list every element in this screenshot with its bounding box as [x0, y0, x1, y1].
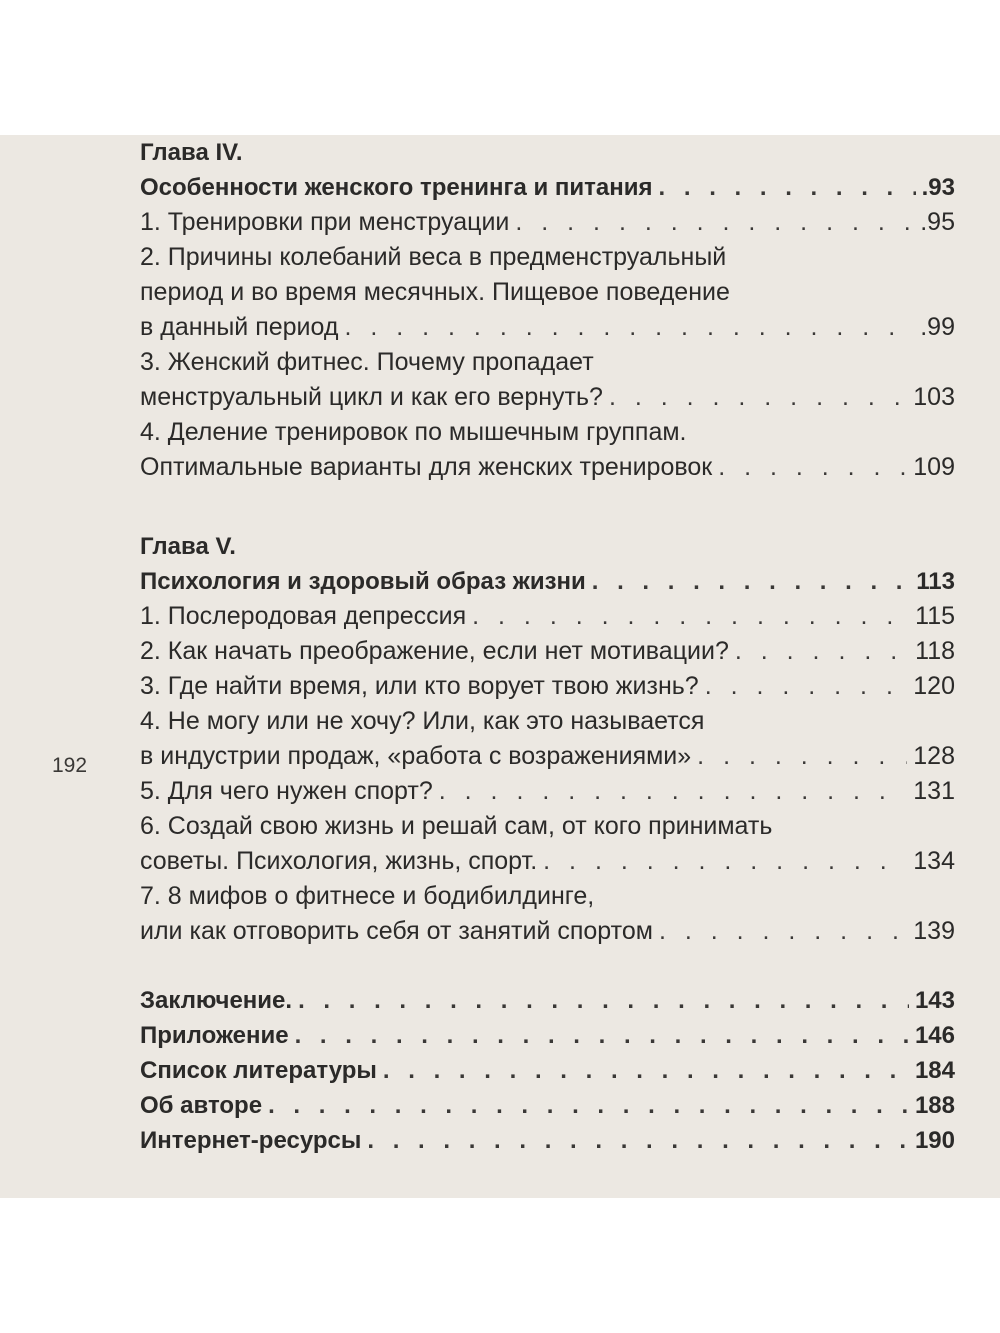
leader-dots	[298, 983, 909, 1018]
toc-entry	[140, 599, 955, 634]
toc-entry-page: 109	[913, 453, 955, 481]
back-matter-page: 143	[914, 987, 955, 1014]
toc-entry-page: 103	[913, 383, 955, 411]
toc-entry-text: период и во время месячных. Пищевое поведение	[140, 278, 730, 306]
chapter-5	[140, 529, 955, 949]
back-matter-title: Список литературы	[140, 1057, 377, 1084]
chapter-5-title-entry	[140, 564, 955, 599]
toc-entry-page: .99	[920, 313, 955, 341]
toc-entry-text: 4. Деление тренировок по мышечным группам.	[140, 418, 687, 446]
leader-dots	[383, 1053, 909, 1088]
toc-entry-text: 3. Где найти время, или кто ворует твою жизнь?	[140, 672, 699, 700]
chapter-4-label: Глава IV.	[140, 139, 243, 166]
toc-entry-text: менструальный цикл и как его вернуть?	[140, 383, 603, 411]
leader-dots	[609, 380, 907, 415]
toc-entry	[140, 809, 955, 879]
leader-dots	[367, 1123, 909, 1158]
back-matter-page: 188	[914, 1092, 955, 1119]
toc-entry-page: 118	[915, 637, 955, 665]
leader-dots	[705, 669, 908, 704]
chapter-5-title: Психология и здоровый образ жизни	[140, 568, 586, 595]
chapter-5-label: Глава V.	[140, 533, 236, 560]
toc-entry-text: в данный период	[140, 313, 339, 341]
back-matter-entry	[140, 1123, 955, 1158]
toc-entry-page: .95	[920, 208, 955, 236]
toc-entry-text: 6. Создай свою жизнь и решай сам, от кого принимать	[140, 812, 773, 840]
toc-entry	[140, 205, 955, 240]
chapter-5-title-page: 113	[916, 568, 955, 595]
leader-dots	[295, 1018, 909, 1053]
toc-entry-text: 7. 8 мифов о фитнесе и бодибилдинге,	[140, 882, 595, 910]
toc-entry	[140, 879, 955, 949]
toc-entry-page: 139	[913, 917, 955, 945]
toc-entry-text: 2. Причины колебаний веса в предменструальный	[140, 243, 727, 271]
toc-entry	[140, 774, 955, 809]
book-page	[0, 135, 1000, 1198]
leader-dots	[515, 205, 914, 240]
leader-dots	[659, 914, 907, 949]
toc-entry	[140, 415, 955, 485]
back-matter-page: 184	[914, 1057, 955, 1084]
toc-entry-text: или как отговорить себя от занятий спортом	[140, 917, 653, 945]
back-matter-page: 146	[914, 1022, 955, 1049]
leader-dots	[344, 310, 914, 345]
toc-entry-text: 5. Для чего нужен спорт?	[140, 777, 433, 805]
leader-dots	[718, 450, 907, 485]
toc-entry	[140, 634, 955, 669]
page-number: 192	[52, 754, 88, 777]
toc-entry	[140, 240, 955, 345]
toc-entry-text: 4. Не могу или не хочу? Или, как это называется	[140, 707, 705, 735]
toc-entry	[140, 345, 955, 415]
leader-dots	[697, 739, 907, 774]
back-matter-page: 190	[914, 1127, 955, 1154]
back-matter-title: Об авторе	[140, 1092, 263, 1119]
back-matter-title: Интернет-ресурсы	[140, 1127, 362, 1154]
toc-entry-text: 3. Женский фитнес. Почему пропадает	[140, 348, 594, 376]
back-matter-entry	[140, 1018, 955, 1053]
back-matter-title: Приложение	[140, 1022, 289, 1049]
toc-entry-page: 115	[915, 602, 955, 630]
toc-entry-page: 131	[913, 777, 955, 805]
toc-entry	[140, 704, 955, 774]
chapter-4	[140, 135, 955, 485]
back-matter-entry	[140, 1088, 955, 1123]
back-matter	[140, 983, 955, 1158]
back-matter-entry	[140, 983, 955, 1018]
leader-dots	[268, 1088, 909, 1123]
leader-dots	[659, 170, 916, 205]
toc-entry-text: советы. Психология, жизнь, спорт.	[140, 847, 538, 875]
leader-dots	[735, 634, 909, 669]
toc-entry-text: Оптимальные варианты для женских тренировок	[140, 453, 713, 481]
toc-entry-page: 120	[913, 672, 955, 700]
toc-entry-page: 128	[913, 742, 955, 770]
toc-entry-text: в индустрии продаж, «работа с возражениями»	[140, 742, 692, 770]
leader-dots	[472, 599, 909, 634]
toc-entry-page: 134	[913, 847, 955, 875]
leader-dots	[439, 774, 908, 809]
leader-dots	[592, 564, 911, 599]
chapter-4-title-entry	[140, 170, 955, 205]
toc-entry-text: 2. Как начать преображение, если нет мотивации?	[140, 637, 729, 665]
table-of-contents	[140, 135, 955, 1158]
chapter-4-title: Особенности женского тренинга и питания	[140, 174, 653, 201]
toc-entry-text: 1. Послеродовая депрессия	[140, 602, 467, 630]
chapter-4-title-page: .93	[921, 174, 955, 201]
toc-entry	[140, 669, 955, 704]
leader-dots	[543, 844, 907, 879]
back-matter-title: Заключение.	[140, 987, 293, 1014]
toc-entry-text: 1. Тренировки при менструации	[140, 208, 510, 236]
back-matter-entry	[140, 1053, 955, 1088]
